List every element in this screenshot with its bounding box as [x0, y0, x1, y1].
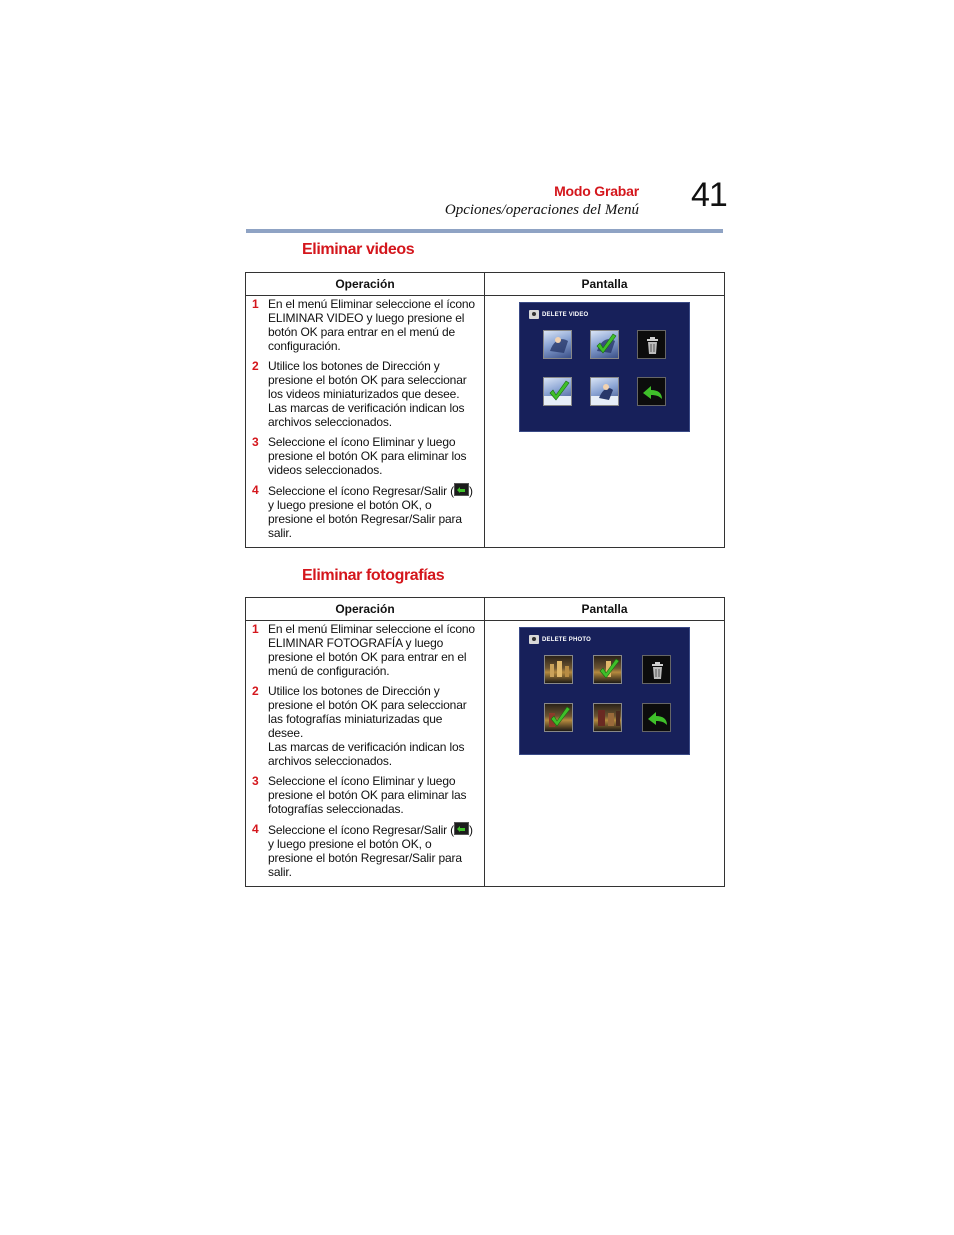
operation-table-videos	[245, 272, 725, 548]
steps-cell	[246, 621, 485, 887]
page-header	[0, 0, 954, 240]
photo-thumbnail[interactable]	[593, 703, 622, 732]
step-item: 2 Utilice los botones de Dirección y presione el botón OK para seleccionar los videos miniaturizados que desee. Las marcas de verificación indican los archivos seleccionados.	[252, 359, 467, 429]
screen-title: DELETE PHOTO	[542, 637, 591, 643]
camera-icon	[529, 635, 539, 644]
section-title-delete-photos: Eliminar fotografías	[302, 567, 445, 584]
operation-table-photos	[245, 597, 725, 887]
photo-thumbnail-selected[interactable]	[593, 655, 622, 684]
subsection-label: Opciones/operaciones del Menú	[444, 202, 639, 218]
screen-cell	[485, 621, 725, 887]
step-item: 2 Utilice los botones de Dirección y presione el botón OK para seleccionar las fotografías miniaturizadas que desee. Las marcas de verificación indican los archivos seleccionados.	[252, 684, 467, 768]
step-item: 1 En el menú Eliminar seleccione el ícono ELIMINAR FOTOGRAFÍA y luego presione el botón OK para entrar en el menú de configuración.	[252, 622, 475, 678]
back-exit-icon[interactable]	[642, 703, 671, 732]
header-rule	[246, 229, 723, 233]
step-item: 1 En el menú Eliminar seleccione el ícono ELIMINAR VIDEO y luego presione el botón OK para entrar en el menú de configuración.	[252, 297, 475, 353]
step-item: 4 Seleccione el ícono Regresar/Salir ( ) y luego presione el botón OK, o presione el botón Regresar/Salir para salir.	[252, 822, 473, 879]
back-exit-icon[interactable]	[637, 377, 666, 406]
steps-list	[246, 621, 484, 885]
trash-icon[interactable]	[642, 655, 671, 684]
screen-title: DELETE VIDEO	[542, 312, 589, 318]
column-header-screen: Pantalla	[485, 273, 725, 296]
step-text: Seleccione el ícono Eliminar y luego presione el botón OK para eliminar las fotografías seleccionadas.	[268, 774, 467, 816]
video-thumbnail-selected[interactable]	[590, 330, 619, 359]
back-exit-icon	[454, 483, 469, 496]
step-text: Seleccione el ícono Eliminar y luego presione el botón OK para eliminar los videos seleccionados.	[268, 435, 467, 477]
step-text: Seleccione el ícono Regresar/Salir (	[268, 823, 455, 837]
step-item: 4 Seleccione el ícono Regresar/Salir ( ) y luego presione el botón OK, o presione el botón Regresar/Salir para salir.	[252, 483, 473, 540]
step-item: 3 Seleccione el ícono Eliminar y luego presione el botón OK para eliminar los videos seleccionados.	[252, 435, 467, 477]
camera-screen-delete-video	[519, 302, 690, 432]
step-item: 3 Seleccione el ícono Eliminar y luego presione el botón OK para eliminar las fotografías seleccionadas.	[252, 774, 467, 816]
video-thumbnail[interactable]	[543, 330, 572, 359]
steps-list	[246, 296, 484, 546]
step-text: Utilice los botones de Dirección y presione el botón OK para seleccionar los videos miniaturizados que desee. Las marcas de verificación indican los archivos seleccionados.	[268, 359, 467, 429]
step-text: Las marcas de verificación indican los archivos seleccionados.	[268, 740, 465, 768]
section-label: Modo Grabar	[554, 183, 639, 199]
video-thumbnail[interactable]	[590, 377, 619, 406]
step-text: ) y luego presione el botón OK, o presione el botón Regresar/Salir para salir.	[268, 823, 473, 879]
trash-icon[interactable]	[637, 330, 666, 359]
camera-icon	[529, 310, 539, 319]
column-header-operation: Operación	[246, 273, 485, 296]
photo-thumbnail[interactable]	[544, 655, 573, 684]
back-exit-icon	[454, 822, 469, 835]
video-thumbnail-selected[interactable]	[543, 377, 572, 406]
photo-thumbnail-selected[interactable]	[544, 703, 573, 732]
step-text: ) y luego presione el botón OK, o presione el botón Regresar/Salir para salir.	[268, 484, 473, 540]
step-text: En el menú Eliminar seleccione el ícono ELIMINAR VIDEO y luego presione el botón OK para entrar en el menú de configuración.	[268, 297, 475, 353]
column-header-screen: Pantalla	[485, 598, 725, 621]
camera-screen-delete-photo	[519, 627, 690, 755]
step-text: Utilice los botones de Dirección y presione el botón OK para seleccionar las fotografías miniaturizadas que desee.	[268, 684, 467, 740]
step-text: Seleccione el ícono Regresar/Salir (	[268, 484, 455, 498]
column-header-operation: Operación	[246, 598, 485, 621]
section-title-delete-videos: Eliminar videos	[302, 241, 415, 258]
page-number: 41	[691, 176, 727, 214]
steps-cell	[246, 296, 485, 548]
screen-cell	[485, 296, 725, 548]
step-text: En el menú Eliminar seleccione el ícono ELIMINAR FOTOGRAFÍA y luego presione el botón OK para entrar en el menú de configuración.	[268, 622, 475, 678]
